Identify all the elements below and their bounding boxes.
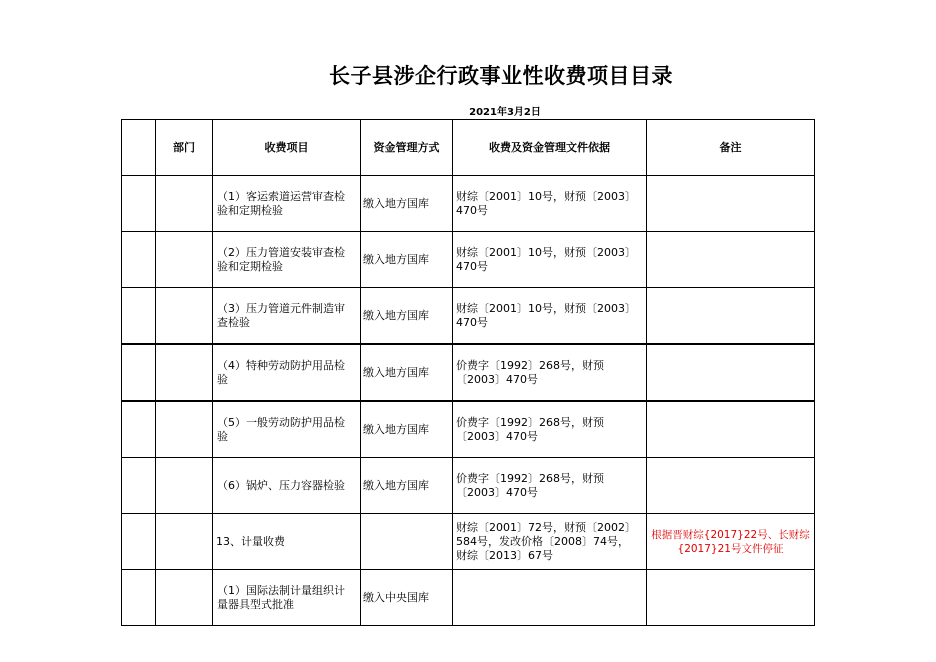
row-index-cell: [122, 401, 156, 458]
note-cell: 根据晋财综{2017}22号、长财综{2017}21号文件停征: [647, 514, 815, 570]
note-cell: [647, 288, 815, 345]
basis-cell: 价费字〔1992〕268号，财预〔2003〕470号: [453, 344, 647, 401]
fund-cell: 缴入地方国库: [361, 176, 453, 232]
page-title-text: 长子县涉企行政事业性收费项目目录: [329, 64, 673, 88]
dept-cell: [156, 344, 213, 401]
dept-cell: [156, 401, 213, 458]
basis-cell: 财综〔2001〕10号，财预〔2003〕470号: [453, 288, 647, 345]
row-index-cell: [122, 458, 156, 514]
row-index-cell: [122, 176, 156, 232]
item-cell: （1）国际法制计量组织计量器具型式批准: [213, 570, 361, 626]
dept-cell: [156, 458, 213, 514]
row-index-cell: [122, 514, 156, 570]
note-cell: [647, 344, 815, 401]
dept-cell: [156, 176, 213, 232]
table-row: [122, 570, 815, 626]
basis-cell: 财综〔2001〕10号，财预〔2003〕470号: [453, 232, 647, 288]
table-row: [122, 514, 815, 570]
dept-cell: [156, 570, 213, 626]
header-basis: 收费及资金管理文件依据: [453, 120, 647, 176]
fund-cell: 缴入地方国库: [361, 344, 453, 401]
row-index-cell: [122, 570, 156, 626]
row-index-cell: [122, 232, 156, 288]
item-cell: （5）一般劳动防护用品检验: [213, 401, 361, 458]
fund-cell: 缴入中央国库: [361, 570, 453, 626]
header-note: 备注: [647, 120, 815, 176]
item-cell: （6）锅炉、压力容器检验: [213, 458, 361, 514]
item-cell: 13、计量收费: [213, 514, 361, 570]
note-cell: [647, 458, 815, 514]
basis-cell: [453, 570, 647, 626]
header-index: [122, 120, 156, 176]
item-cell: （3）压力管道元件制造审查检验: [213, 288, 361, 345]
basis-cell: 价费字〔1992〕268号，财预〔2003〕470号: [453, 401, 647, 458]
note-cell: [647, 232, 815, 288]
table-row: [122, 232, 815, 288]
dept-cell: [156, 232, 213, 288]
item-cell: （2）压力管道安装审查检验和定期检验: [213, 232, 361, 288]
fee-table: [121, 119, 815, 626]
note-cell: [647, 570, 815, 626]
fund-cell: 缴入地方国库: [361, 232, 453, 288]
table-row: [122, 344, 815, 401]
fund-cell: 缴入地方国库: [361, 401, 453, 458]
fund-cell: 缴入地方国库: [361, 458, 453, 514]
table-row: [122, 458, 815, 514]
dept-cell: [156, 514, 213, 570]
header-dept: 部门: [156, 120, 213, 176]
basis-cell: 价费字〔1992〕268号，财预〔2003〕470号: [453, 458, 647, 514]
fund-cell: [361, 514, 453, 570]
row-index-cell: [122, 288, 156, 345]
item-cell: （4）特种劳动防护用品检验: [213, 344, 361, 401]
table-row: [122, 176, 815, 232]
row-index-cell: [122, 344, 156, 401]
basis-cell: 财综〔2001〕72号，财预〔2002〕584号，发改价格〔2008〕74号，财综〔2013〕67号: [453, 514, 647, 570]
table-header-row: [122, 120, 815, 176]
table-row: [122, 288, 815, 345]
basis-cell: 财综〔2001〕10号，财预〔2003〕470号: [453, 176, 647, 232]
dept-cell: [156, 288, 213, 345]
header-fund: 资金管理方式: [361, 120, 453, 176]
note-cell: [647, 176, 815, 232]
table-row: [122, 401, 815, 458]
note-cell: [647, 401, 815, 458]
header-item: 收费项目: [213, 120, 361, 176]
page-title: [0, 60, 936, 90]
item-cell: （1）客运索道运营审查检验和定期检验: [213, 176, 361, 232]
fund-cell: 缴入地方国库: [361, 288, 453, 345]
document-date: 2021年3月2日: [469, 107, 541, 118]
